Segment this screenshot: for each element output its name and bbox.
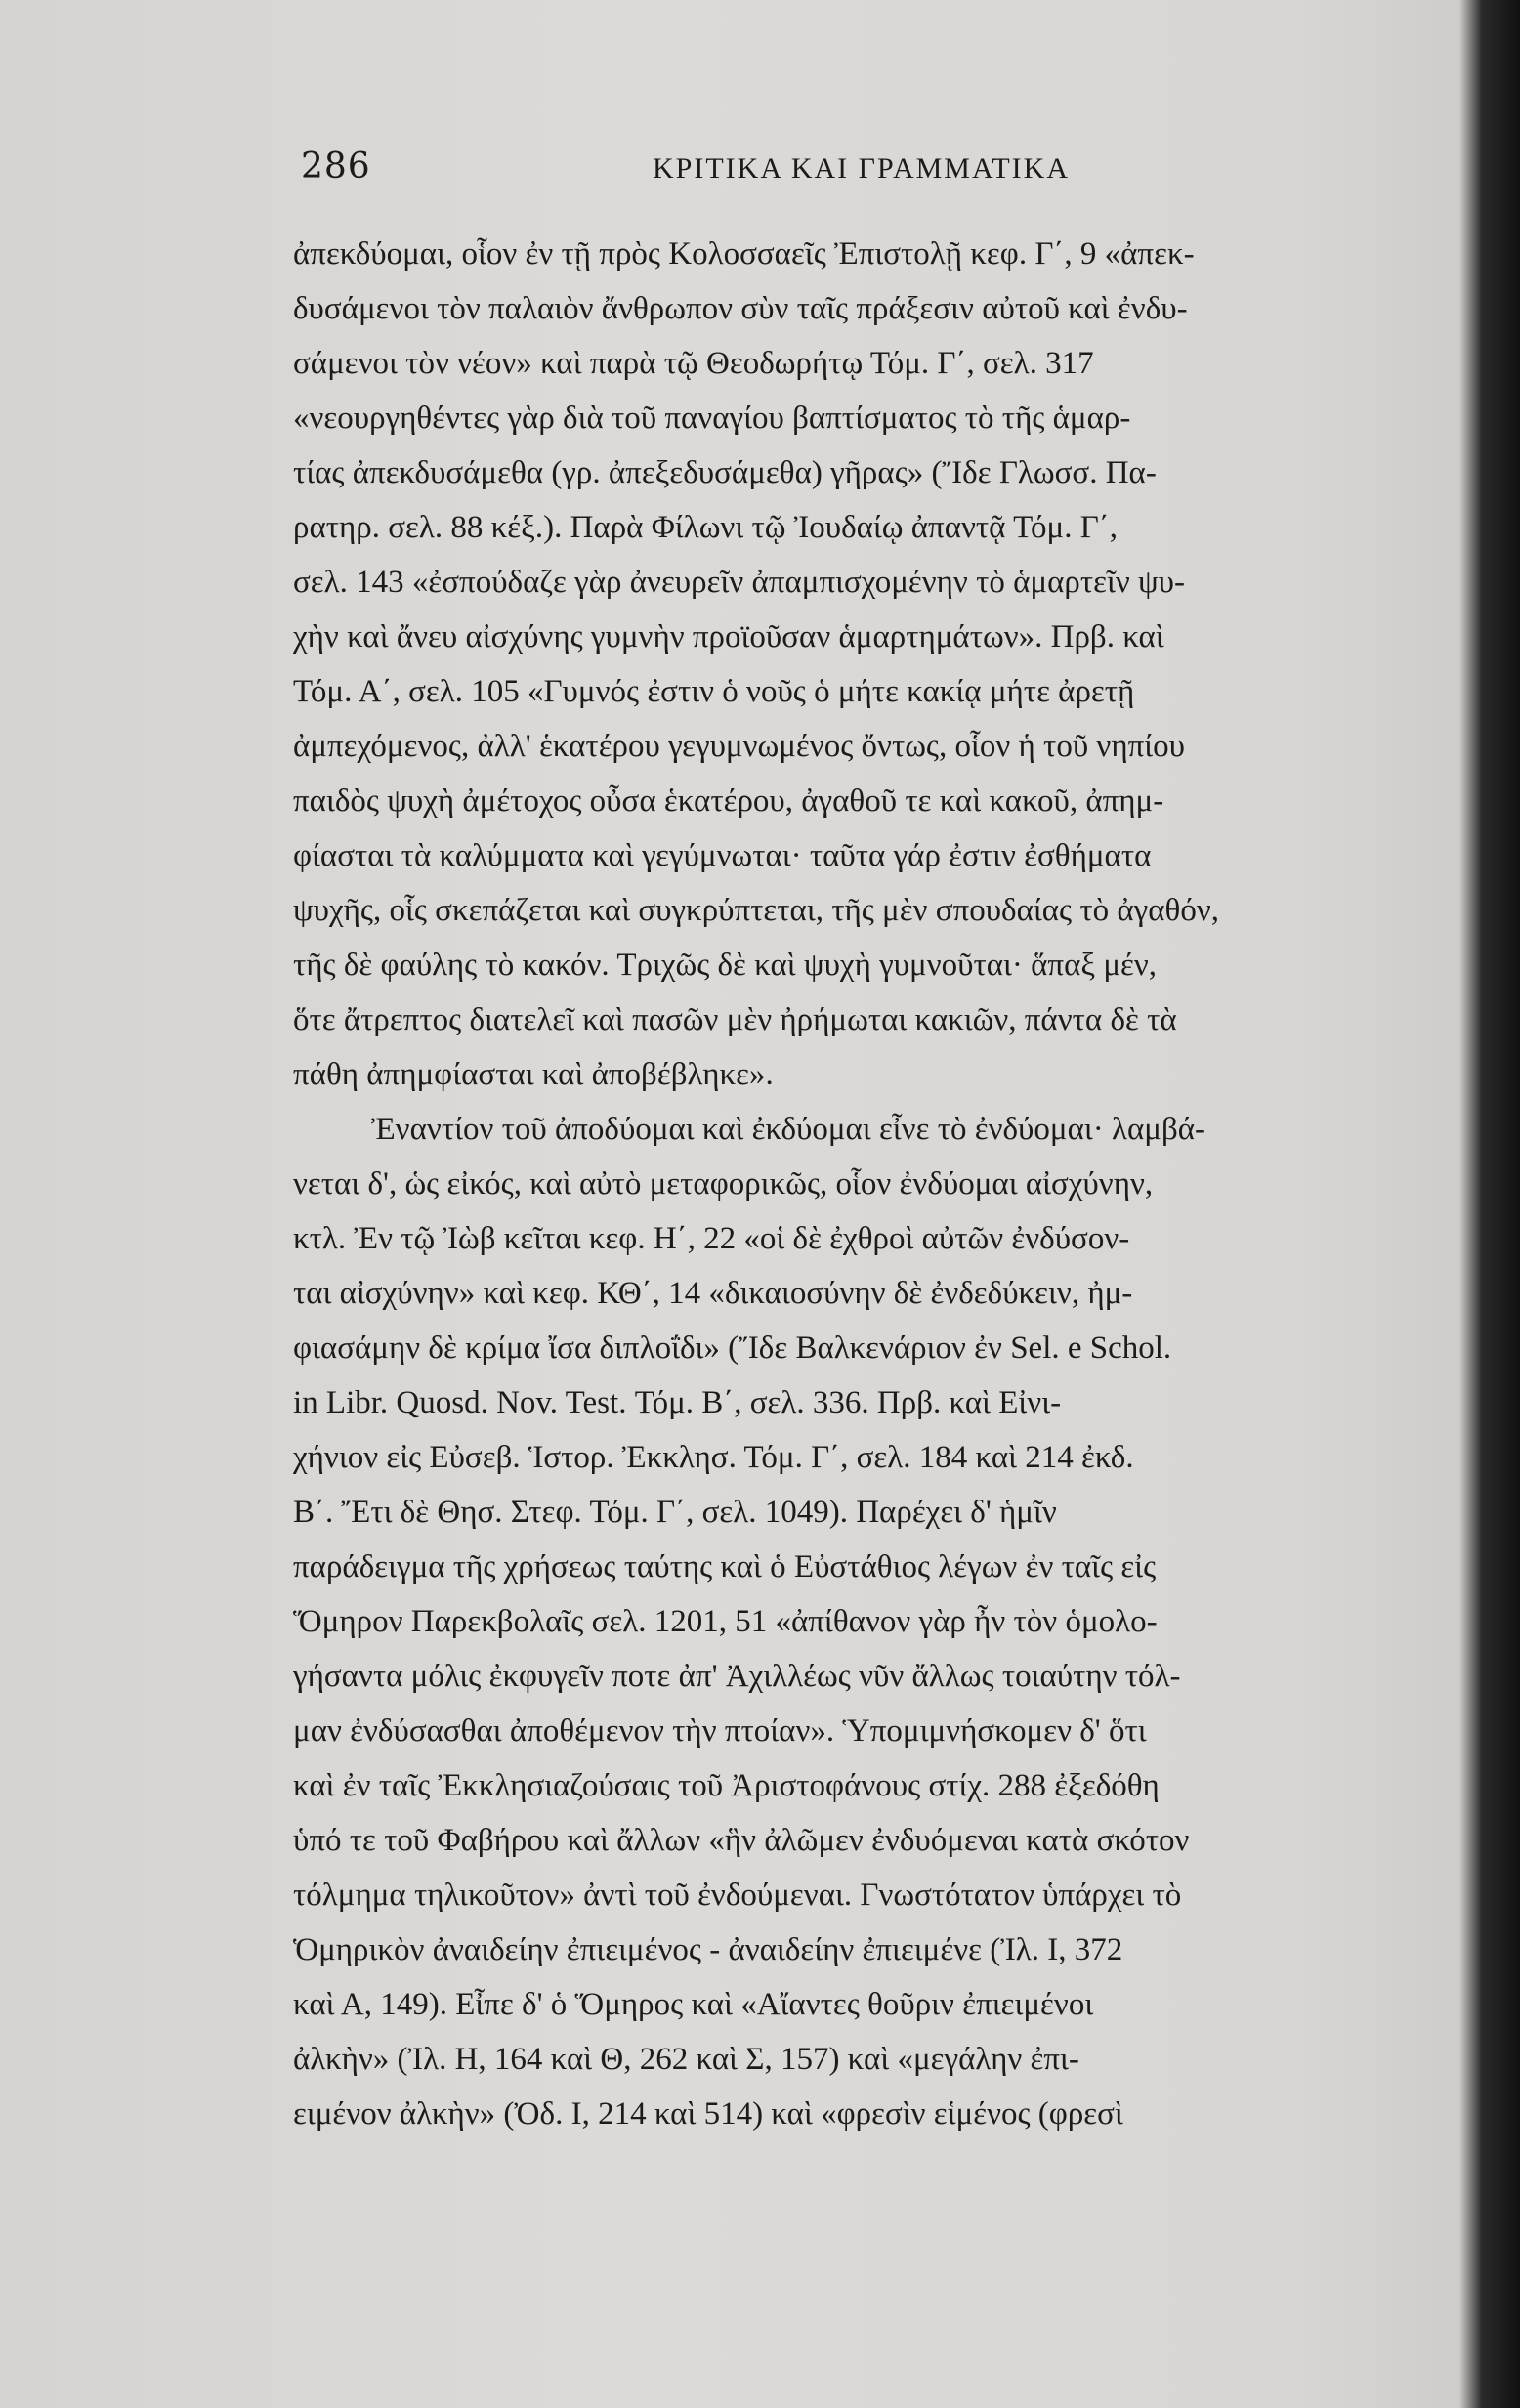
text-line: ρατηρ. σελ. 88 κέξ.). Παρὰ Φίλωνι τῷ Ἰουδαίῳ ἀπαντᾷ Τόμ. Γ΄,: [293, 510, 1119, 545]
text-line: Ὅμηρον Παρεκβολαῖς σελ. 1201, 51 «ἀπίθανον γὰρ ἦν τὸν ὁμολο-: [293, 1604, 1158, 1639]
text-line: φίασται τὰ καλύμματα καὶ γεγύμνωται· ταῦτα γάρ ἐστιν ἐσθήματα: [293, 838, 1152, 873]
text-line: καὶ Α, 149). Εἶπε δ' ὁ Ὅμηρος καὶ «Αἴαντες θοῦριν ἐπιειμένοι: [293, 1987, 1094, 2022]
text-line: ἀλκὴν» (Ἰλ. Η, 164 καὶ Θ, 262 καὶ Σ, 157) καὶ «μεγάλην ἐπι-: [293, 2042, 1079, 2077]
text-line: σάμενοι τὸν νέον» καὶ παρὰ τῷ Θεοδωρήτῳ Τόμ. Γ΄, σελ. 317: [293, 346, 1094, 381]
text-line: Ὁμηρικὸν ἀναιδείην ἐπιειμένος - ἀναιδείην ἐπιειμένε (Ἰλ. Ι, 372: [293, 1932, 1123, 1967]
body-text: [293, 227, 1270, 2141]
text-line: «νεουργηθέντες γὰρ διὰ τοῦ παναγίου βαπτίσματος τὸ τῆς ἁμαρ-: [293, 401, 1131, 436]
text-line: νεται δ', ὡς εἰκός, καὶ αὐτὸ μεταφορικῶς, οἷον ἐνδύομαι αἰσχύνην,: [293, 1166, 1154, 1202]
text-line: κτλ. Ἐν τῷ Ἰὼβ κεῖται κεφ. Η΄, 22 «οἱ δὲ ἐχθροὶ αὐτῶν ἐνδύσον-: [293, 1221, 1130, 1256]
text-line: παράδειγμα τῆς χρήσεως ταύτης καὶ ὁ Εὐστάθιος λέγων ἐν ταῖς εἰς: [293, 1549, 1157, 1584]
running-head: ΚΡΙΤΙΚΑ ΚΑΙ ΓΡΑΜΜΑΤΙΚΑ: [653, 152, 1070, 185]
text-line: Β΄. Ἔτι δὲ Θησ. Στεφ. Τόμ. Γ΄, σελ. 1049). Παρέχει δ' ἡμῖν: [293, 1495, 1057, 1530]
text-line: ἀμπεχόμενος, ἀλλ' ἑκατέρου γεγυμνωμένος ὄντως, οἷον ἡ τοῦ νηπίου: [293, 729, 1185, 764]
text-line: in Libr. Quosd. Nov. Test. Τόμ. Β΄, σελ. 336. Πρβ. καὶ Εἰνι-: [293, 1385, 1062, 1420]
text-line: σελ. 143 «ἐσπούδαζε γὰρ ἀνευρεῖν ἀπαμπισχομένην τὸ ἁμαρτεῖν ψυ-: [293, 565, 1186, 600]
text-line: ειμένον ἀλκὴν» (Ὀδ. Ι, 214 καὶ 514) καὶ «φρεσὶν εἱμένος (φρεσὶ: [293, 2096, 1123, 2132]
text-line: ται αἰσχύνην» καὶ κεφ. ΚΘ΄, 14 «δικαιοσύνην δὲ ἐνδεδύκειν, ἠμ-: [293, 1276, 1133, 1311]
text-line: γήσαντα μόλις ἐκφυγεῖν ποτε ἀπ' Ἀχιλλέως νῦν ἄλλως τοιαύτην τόλ-: [293, 1659, 1181, 1694]
page-number: 286: [301, 147, 371, 187]
text-line: Τόμ. Α΄, σελ. 105 «Γυμνός ἐστιν ὁ νοῦς ὁ μήτε κακίᾳ μήτε ἀρετῇ: [293, 674, 1135, 709]
text-line: παιδὸς ψυχὴ ἀμέτοχος οὖσα ἑκατέρου, ἀγαθοῦ τε καὶ κακοῦ, ἀπημ-: [293, 783, 1164, 819]
text-line: χὴν καὶ ἄνευ αἰσχύνης γυμνὴν προϊοῦσαν ἁμαρτημάτων». Πρβ. καὶ: [293, 619, 1164, 655]
text-line: ὑπό τε τοῦ Φαβήρου καὶ ἄλλων «ἣν ἀλῶμεν ἐνδυόμεναι κατὰ σκότον: [293, 1823, 1190, 1858]
text-line: ψυχῆς, οἷς σκεπάζεται καὶ συγκρύπτεται, τῆς μὲν σπουδαίας τὸ ἀγαθόν,: [293, 893, 1220, 928]
paragraph-start-line: Ἐναντίον τοῦ ἀποδύομαι καὶ ἐκδύομαι εἶνε τὸ ἐνδύομαι· λαμβά-: [371, 1112, 1206, 1147]
text-line: φιασάμην δὲ κρίμα ἴσα διπλοΐδι» (Ἴδε Βαλκενάριον ἐν Sel. e Schol.: [293, 1331, 1172, 1366]
text-line: χήνιον εἰς Εὐσεβ. Ἱστορ. Ἐκκλησ. Τόμ. Γ΄, σελ. 184 καὶ 214 ἐκδ.: [293, 1440, 1134, 1475]
text-line: δυσάμενοι τὸν παλαιὸν ἄνθρωπον σὺν ταῖς πράξεσιν αὐτοῦ καὶ ἐνδυ-: [293, 291, 1188, 326]
text-line: ἀπεκδύομαι, οἷον ἐν τῇ πρὸς Κολοσσαεῖς Ἐπιστολῇ κεφ. Γ΄, 9 «ἀπεκ-: [293, 236, 1195, 272]
page-header: [301, 147, 1180, 205]
text-line: τόλμημα τηλικοῦτον» ἀντὶ τοῦ ἐνδούμεναι. Γνωστότατον ὑπάρχει τὸ: [293, 1878, 1182, 1913]
text-line: τῆς δὲ φαύλης τὸ κακόν. Τριχῶς δὲ καὶ ψυχὴ γυμνοῦται· ἅπαξ μέν,: [293, 948, 1158, 983]
text-line: καὶ ἐν ταῖς Ἐκκλησιαζούσαις τοῦ Ἀριστοφάνους στίχ. 288 ἐξεδόθη: [293, 1768, 1160, 1803]
text-line: τίας ἀπεκδυσάμεθα (γρ. ἀπεξεδυσάμεθα) γῆρας» (Ἴδε Γλωσσ. Πα-: [293, 455, 1157, 490]
text-line: ὅτε ἄτρεπτος διατελεῖ καὶ πασῶν μὲν ἠρήμωται κακιῶν, πάντα δὲ τὰ: [293, 1002, 1177, 1037]
text-line: πάθη ἀπημφίασται καὶ ἀποβέβληκε».: [293, 1057, 774, 1092]
text-line: μαν ἐνδύσασθαι ἀποθέμενον τὴν πτοίαν». Ὑπομιμνήσκομεν δ' ὅτι: [293, 1713, 1147, 1749]
